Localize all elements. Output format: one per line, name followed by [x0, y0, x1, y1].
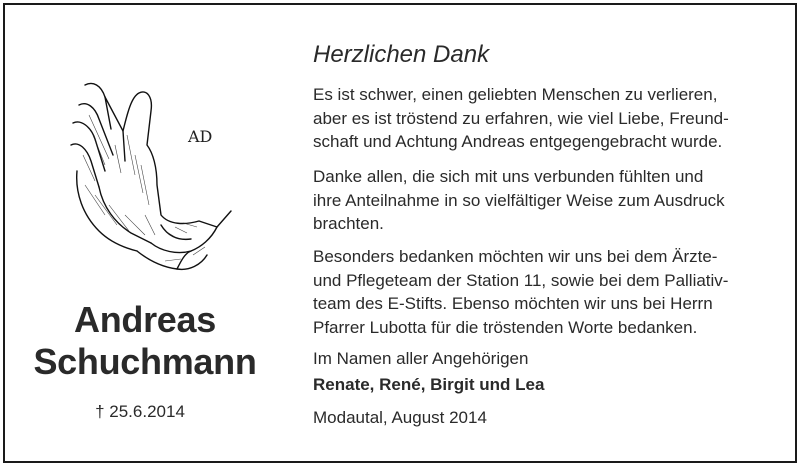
obituary-notice	[3, 3, 797, 463]
place-and-date: Modautal, August 2014	[313, 408, 487, 427]
praying-hands-icon	[65, 75, 235, 275]
text-line: Es ist schwer, einen geliebten Menschen zu verlieren,	[313, 85, 718, 104]
text-line: ihre Anteilnahme in so vielfältiger Weise zum Ausdruck	[313, 190, 725, 210]
paragraph-special-thanks	[313, 245, 783, 339]
text-line: schaft und Achtung Andreas entgegengebracht wurde.	[313, 132, 723, 151]
artist-monogram: AD	[188, 127, 213, 146]
paragraph-gratitude	[313, 83, 783, 154]
text-line: Danke allen, die sich mit uns verbunden fühlten und	[313, 167, 704, 186]
family-names: Renate, René, Birgit und Lea	[313, 375, 545, 394]
text-line: Besonders bedanken möchten wir uns bei dem Ärzte-	[313, 247, 718, 266]
death-date: † 25.6.2014	[95, 402, 185, 421]
deceased-first-name: Andreas	[74, 299, 216, 340]
paragraph-thanks-all	[313, 165, 783, 236]
text-line: Pfarrer Lubotta für die tröstenden Worte bedanken.	[313, 317, 698, 337]
deceased-last-name: Schuchmann	[33, 341, 257, 382]
notice-title: Herzlichen Dank	[313, 41, 490, 68]
memorial-column	[5, 5, 305, 461]
on-behalf-line: Im Namen aller Angehörigen	[313, 349, 529, 368]
text-line: aber es ist tröstend zu erfahren, wie viel Liebe, Freund-	[313, 108, 729, 128]
text-line: brachten.	[313, 214, 384, 233]
text-line: team des E-Stifts. Ebenso möchten wir uns bei Herrn	[313, 294, 713, 313]
text-line: und Pflegeteam der Station 11, sowie bei dem Palliativ-	[313, 270, 729, 290]
